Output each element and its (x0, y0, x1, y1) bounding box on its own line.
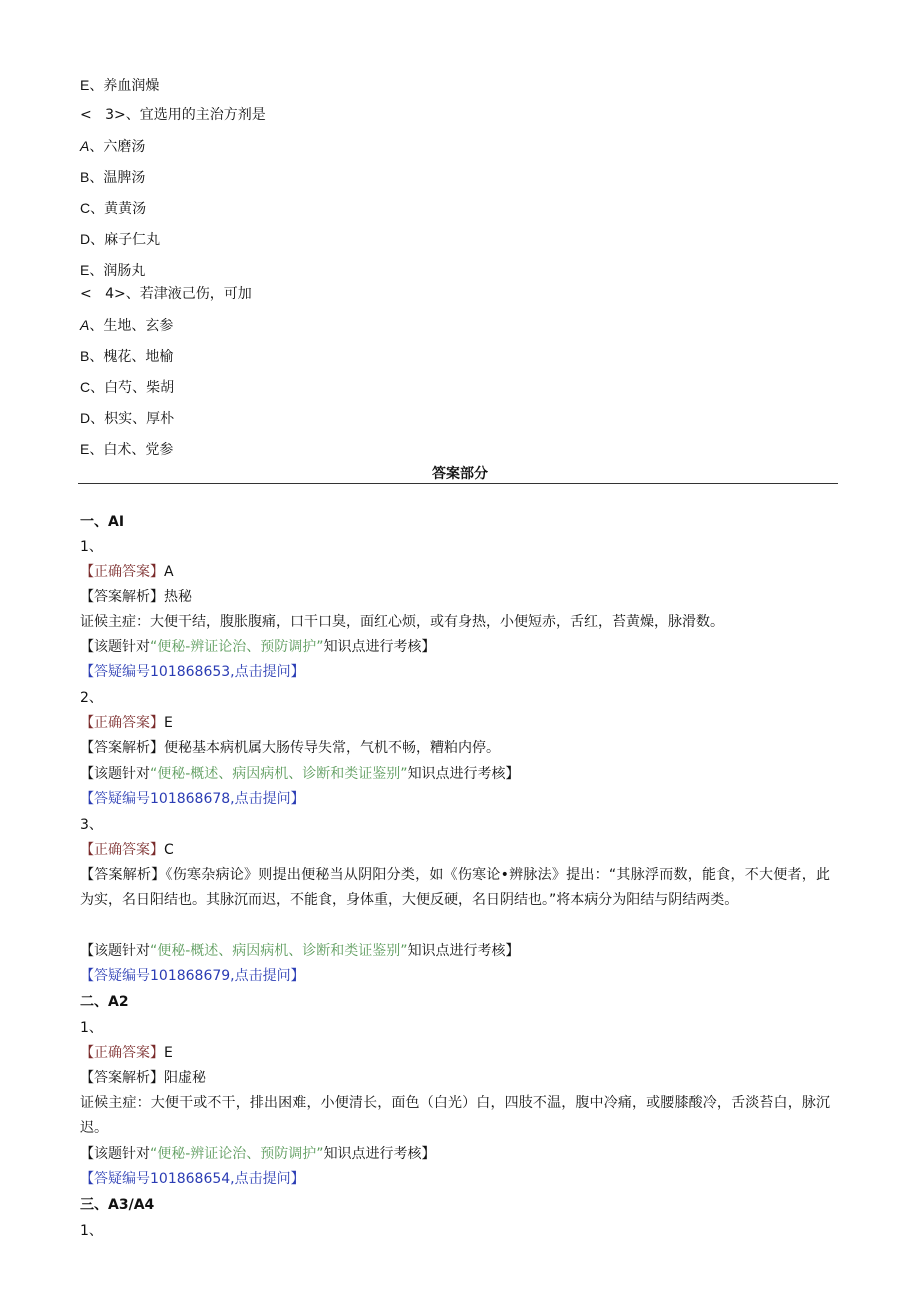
answer-analysis: 【答案解析】《伤寒杂病论》则提出便秘当从阴阳分类，如《伤寒论•辨脉法》提出：“其脉浮而数，能食，不大便者，此为实，名日阳结也。其脉沉而迟，不能食，身体重，大便反硬，名日阴结也。”将本病分为阳结与阴结两类。 (80, 867, 830, 908)
question-number: 2、 (80, 690, 103, 706)
option-c-2: C、黄黄汤 (80, 200, 147, 217)
answer-analysis: 【答案解析】便秘基本病机属大肠传导失常，气机不畅，糟粕内停。 (80, 740, 500, 756)
correct-answer: 【正确答案】E (80, 715, 173, 731)
section-heading-a1: 一、AI (80, 514, 125, 530)
answer-analysis: 【答案解析】热秘 (80, 589, 192, 605)
analysis-detail: 证候主症：大便干结，腹胀腹痛，口干口臭，面红心烦，或有身热，小便短赤，舌红，苔黄燥，脉滑数。 (80, 614, 724, 630)
ask-question-link[interactable]: 【答疑编号101868654,点击提问】 (80, 1171, 305, 1187)
option-b-2: B、温脾汤 (80, 169, 146, 186)
knowledge-point: 【该题针对“便秘-概述、病因病机、诊断和类证鉴别”知识点进行考核】 (80, 943, 520, 959)
correct-answer: 【正确答案】A (80, 564, 174, 580)
option-e-2: E、润肠丸 (80, 262, 146, 279)
question-4: < 4>、若津液己伤，可加 (80, 286, 252, 302)
option-d-3: D、枳实、厚朴 (80, 410, 175, 427)
ask-question-link[interactable]: 【答疑编号101868653,点击提问】 (80, 664, 305, 680)
divider (78, 483, 838, 484)
knowledge-point: 【该题针对“便秘-辨证论治、预防调护”知识点进行考核】 (80, 639, 436, 655)
option-a-2: A、六磨汤 (80, 138, 146, 155)
answer-section-title: 答案部分 (432, 466, 488, 482)
option-b-3: B、槐花、地榆 (80, 348, 174, 365)
section-heading-a3a4: 三、A3/A4 (80, 1197, 155, 1213)
question-number: 3、 (80, 817, 103, 833)
section-heading-a2: 二、A2 (80, 994, 129, 1010)
ask-question-link[interactable]: 【答疑编号101868679,点击提问】 (80, 968, 305, 984)
analysis-detail: 证候主症：大便干或不干，排出困难，小便清长，面色（白光）白，四肢不温，腹中冷痛，或腰膝酸冷，舌淡苔白，脉沉迟。 (80, 1095, 830, 1136)
option-e-3: E、白术、党参 (80, 441, 174, 458)
knowledge-point: 【该题针对“便秘-辨证论治、预防调护”知识点进行考核】 (80, 1146, 436, 1162)
knowledge-point: 【该题针对“便秘-概述、病因病机、诊断和类证鉴别”知识点进行考核】 (80, 766, 520, 782)
question-3: < 3>、宜选用的主治方剂是 (80, 107, 266, 123)
correct-answer: 【正确答案】C (80, 842, 174, 858)
option-e-1: E、养血润燥 (80, 77, 160, 94)
option-a-3: A、生地、玄参 (80, 317, 174, 334)
answer-analysis: 【答案解析】阳虚秘 (80, 1070, 206, 1086)
question-number: 1、 (80, 539, 103, 555)
question-number: 1、 (80, 1223, 103, 1239)
option-d-2: D、麻子仁丸 (80, 231, 161, 248)
question-number: 1、 (80, 1020, 103, 1036)
ask-question-link[interactable]: 【答疑编号101868678,点击提问】 (80, 791, 305, 807)
option-c-3: C、白芍、柴胡 (80, 379, 175, 396)
correct-answer: 【正确答案】E (80, 1045, 173, 1061)
